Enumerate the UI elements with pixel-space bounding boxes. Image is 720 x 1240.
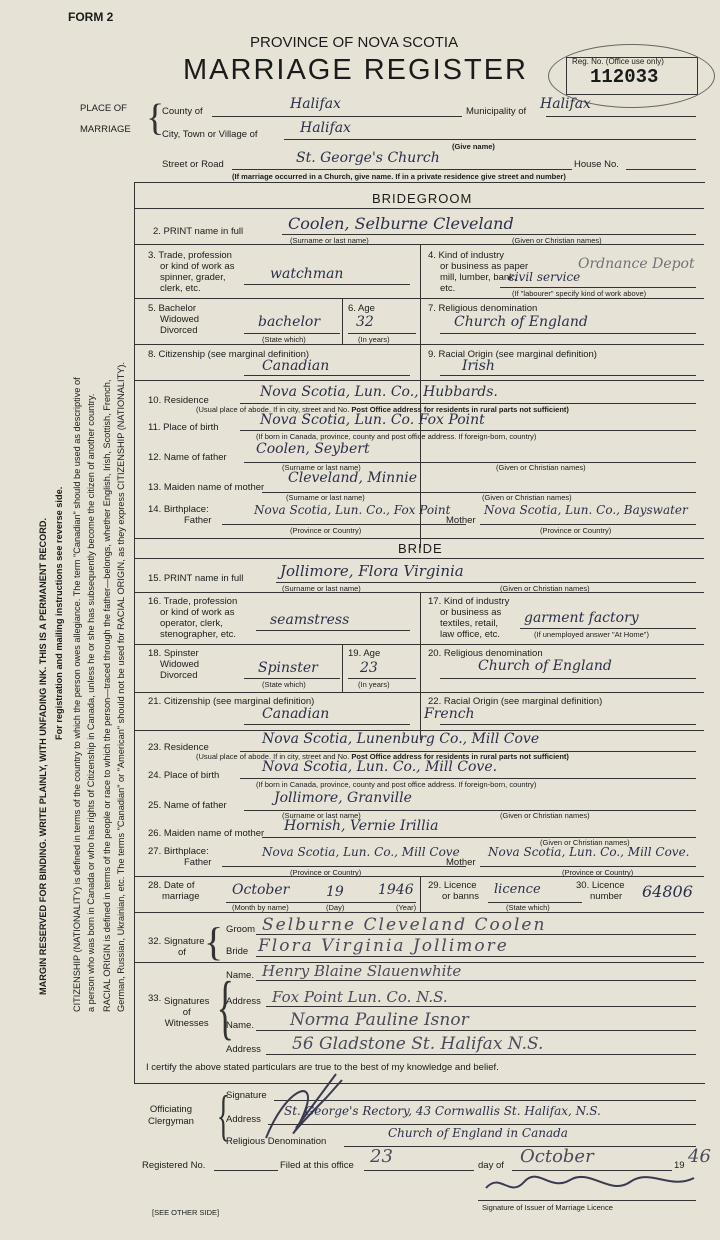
- groom-racial-label: 9. Racial Origin (see marginal definition): [428, 349, 597, 360]
- form-number: FORM 2: [68, 10, 114, 24]
- bride-age: 23: [360, 660, 378, 676]
- province-heading: PROVINCE OF NOVA SCOTIA: [250, 34, 459, 51]
- bride-racial: French: [424, 706, 475, 722]
- day-hint: (Day): [326, 903, 345, 912]
- citizenship-def-2: a person who was born in Canada or who has rights of Citizenship in Canada, unless he or she has subsequently become the citizen of another country.: [86, 393, 96, 1012]
- groom-religion-label: 7. Religious denomination: [428, 303, 538, 314]
- bride-trade-label: 16. Trade, profession or kind of work as operator, clerk, stenographer, etc.: [148, 596, 238, 640]
- groom-religion: Church of England: [454, 314, 588, 330]
- given-hint: (Given or Christian names): [512, 236, 602, 245]
- marriage-year: 1946: [378, 882, 414, 898]
- licence-label: 29. Licence or banns: [428, 880, 479, 902]
- municipality-label: Municipality of: [466, 106, 527, 117]
- groom-name: Coolen, Selburne Cleveland: [288, 214, 514, 233]
- clergy-addr-label: Address: [226, 1114, 261, 1125]
- day-of-label: day of: [478, 1160, 504, 1171]
- place-label: PLACE OF: [80, 103, 127, 114]
- bride-status: Spinster: [258, 660, 318, 676]
- clergy-address: St. George's Rectory, 43 Cornwallis St. Halifax, N.S.: [284, 1104, 601, 1118]
- racial-def-1: RACIAL ORIGIN is defined in terms of the people or race to which the person—traced through the father—belongs, whether English, Irish, Scottish, French,: [102, 379, 112, 1012]
- groom-age: 32: [356, 314, 374, 330]
- groom-citizenship-label: 8. Citizenship (see marginal definition): [148, 349, 310, 360]
- bride-trade: seamstress: [270, 612, 350, 628]
- bride-industry-label: 17. Kind of industry or business as textiles, retail, law office, etc.: [428, 596, 510, 640]
- bride-father-given-hint: (Given or Christian names): [500, 811, 590, 820]
- groom-mother: Cleveland, Minnie: [288, 470, 417, 486]
- bride-prov-hint-1: (Province or Country): [290, 868, 362, 877]
- margin-instructions: For registration and mailing instructions see reverse side.: [54, 486, 64, 740]
- bride-religion: Church of England: [478, 658, 612, 674]
- groom-industry: civil service: [508, 270, 581, 284]
- reg-number-label: Reg. No. (Office use only): [572, 57, 664, 66]
- groom-bp-father-label: Father: [184, 515, 212, 526]
- groom-bp-mother: Nova Scotia, Lun. Co., Bayswater: [484, 503, 688, 517]
- groom-industry-overwrite: Ordnance Depot: [578, 256, 695, 272]
- prov-hint-1: (Province or Country): [290, 526, 362, 535]
- marriage-label: MARRIAGE: [80, 124, 131, 135]
- surname-hint: (Surname or last name): [290, 236, 369, 245]
- mother-surname-hint: (Surname or last name): [286, 493, 365, 502]
- street-label: Street or Road: [162, 159, 224, 170]
- registered-no-label: Registered No.: [142, 1160, 206, 1171]
- bride-name: Jollimore, Flora Virginia: [280, 562, 464, 580]
- groom-trade: watchman: [270, 266, 344, 282]
- prov-hint-2: (Province or Country): [540, 526, 612, 535]
- issuer-signature: [480, 1168, 700, 1202]
- licence-type: licence: [494, 882, 541, 897]
- witness-number: 33.: [148, 993, 162, 1004]
- witness2-address: 56 Gladstone St. Halifax N.S.: [292, 1034, 544, 1054]
- year-prefix: 19: [674, 1160, 685, 1171]
- bride-sig-label: Bride: [226, 946, 249, 957]
- marriage-month: October: [232, 882, 290, 898]
- bride-mother-label: 26. Maiden name of mother: [148, 828, 265, 839]
- bride-industry: garment factory: [524, 610, 639, 626]
- groom-bp-father: Nova Scotia, Lun. Co., Fox Point: [254, 503, 451, 517]
- county-label: County of: [162, 106, 203, 117]
- bride-bp-label: 27. Birthplace:: [148, 846, 209, 857]
- filed-year: 46: [688, 1146, 711, 1167]
- groom-trade-label: 3. Trade, profession or kind of work as spinner, grader, clerk, etc.: [148, 250, 235, 294]
- witness-label: Signatures of Witnesses: [164, 996, 210, 1029]
- bride-citizenship-label: 21. Citizenship (see marginal definition): [148, 696, 315, 707]
- groom-signature: Selburne Cleveland Coolen: [262, 915, 547, 935]
- bride-signature: Flora Virginia Jollimore: [258, 936, 509, 956]
- bride-in-years: (In years): [358, 680, 390, 689]
- witness2-name: Norma Pauline Isnor: [290, 1010, 469, 1030]
- groom-residence: Nova Scotia, Lun. Co., Hubbards.: [260, 384, 498, 400]
- filed-month: October: [520, 1146, 594, 1167]
- bride-heading: BRIDE: [398, 541, 443, 556]
- bride-residence-hint: (Usual place of abode. If in city, street and No. Post Office address for residents in rural parts not sufficient): [196, 752, 569, 761]
- house-label: House No.: [574, 159, 619, 170]
- groom-age-label: 6. Age: [348, 303, 375, 314]
- sig-brace: {: [204, 919, 224, 964]
- filed-label: Filed at this office: [280, 1160, 354, 1171]
- mother-given-hint: (Given or Christian names): [482, 493, 572, 502]
- groom-name-label: 2. PRINT name in full: [153, 226, 244, 237]
- municipality-value: Halifax: [540, 96, 591, 112]
- witness1-name: Henry Blaine Slauenwhite: [262, 962, 462, 980]
- bride-bp-mother: Nova Scotia, Lun. Co., Mill Cove.: [488, 845, 690, 859]
- certify-text: I certify the above stated particulars are true to the best of my knowledge and belief.: [146, 1062, 499, 1073]
- groom-status: bachelor: [258, 314, 321, 330]
- denomination-label: Religious Denomination: [226, 1136, 327, 1147]
- reg-number: 112033: [590, 66, 659, 88]
- bride-name-label: 15. PRINT name in full: [148, 573, 244, 584]
- witness-brace: {: [216, 967, 234, 1047]
- bride-racial-label: 22. Racial Origin (see marginal definition): [428, 696, 603, 707]
- page-title: MARRIAGE REGISTER: [183, 54, 528, 86]
- month-hint: (Month by name): [232, 903, 289, 912]
- residence-hint: (Usual place of abode. If in city, street and No. Post Office address for residents in rural parts not sufficient): [196, 405, 569, 414]
- licence-number: 64806: [642, 882, 693, 901]
- citizenship-def-1: CITIZENSHIP (NATIONALITY) is defined in terms of the country to which the person owes allegiance. The term "Canadian" should be used as descriptive of: [72, 377, 82, 1012]
- witness1-address: Fox Point Lun. Co. N.S.: [272, 988, 448, 1006]
- city-label: City, Town or Village of: [162, 129, 258, 140]
- groom-residence-label: 10. Residence: [148, 395, 209, 406]
- bride-birth-hint: (If born in Canada, province, county and post office address. If foreign-born, country): [256, 780, 537, 789]
- home-hint: (If unemployed answer "At Home"): [534, 630, 649, 639]
- give-name-hint: (Give name): [452, 142, 495, 151]
- issuer-label: Signature of Issuer of Marriage Licence: [482, 1203, 613, 1212]
- brace: {: [146, 97, 165, 139]
- bride-mother: Hornish, Vernie Irillia: [284, 818, 439, 834]
- bride-birth-label: 24. Place of birth: [148, 770, 220, 781]
- birth-hint: (If born in Canada, province, county and post office address. If foreign-born, country): [256, 432, 537, 441]
- groom-racial: Irish: [462, 358, 495, 374]
- bride-citizenship: Canadian: [262, 706, 330, 722]
- groom-birth: Nova Scotia, Lun. Co. Fox Point: [260, 412, 485, 428]
- groom-sig-label: Groom: [226, 924, 256, 935]
- bride-mother-given-hint: (Given or Christian names): [540, 838, 630, 847]
- bride-status-label: 18. Spinster Widowed Divorced: [148, 648, 200, 681]
- bride-bp-mother-label: Mother: [446, 857, 476, 868]
- groom-father: Coolen, Seybert: [256, 441, 370, 457]
- racial-def-2: German, Russian, Ukrainian, etc. The terms "Canadian" or "American" should not be used for RACIAL ORIGIN, as they express CITIZENSHIP (NATIONALITY).: [116, 362, 126, 1012]
- street-value: St. George's Church: [296, 150, 440, 166]
- groom-mother-label: 13. Maiden name of mother: [148, 482, 265, 493]
- bride-given-hint: (Given or Christian names): [500, 584, 590, 593]
- groom-father-label: 12. Name of father: [148, 452, 227, 463]
- bride-surname-hint: (Surname or last name): [282, 584, 361, 593]
- filed-day: 23: [370, 1146, 393, 1167]
- groom-industry-label: 4. Kind of industry or business as paper mill, lumber, bank, etc.: [428, 250, 529, 294]
- bride-bp-father-label: Father: [184, 857, 212, 868]
- clergy-denomination: Church of England in Canada: [388, 1126, 568, 1140]
- bride-father: Jollimore, Granville: [274, 790, 412, 806]
- margin-reserved: MARGIN RESERVED FOR BINDING. WRITE PLAINLY, WITH UNFADING INK. THIS IS A PERMANENT RECORD.: [38, 517, 48, 995]
- bride-state-which: (State which): [262, 680, 306, 689]
- bride-residence: Nova Scotia, Lunenburg Co., Mill Cove: [262, 731, 540, 747]
- state-which-hint: (State which): [262, 335, 306, 344]
- county-value: Halifax: [290, 96, 341, 112]
- w1-address-label: Address: [226, 996, 261, 1007]
- w1-name-label: Name.: [226, 970, 254, 981]
- w2-name-label: Name.: [226, 1020, 254, 1031]
- signature-label: 32. Signature of: [148, 936, 205, 958]
- place-note: (If marriage occurred in a Church, give name. If in a private residence give street and number): [232, 172, 566, 181]
- groom-citizenship: Canadian: [262, 358, 330, 374]
- marriage-day: 19: [326, 884, 344, 900]
- clergy-sig-label: Signature: [226, 1090, 267, 1101]
- bride-birth: Nova Scotia, Lun. Co., Mill Cove.: [262, 759, 498, 775]
- father-given-hint: (Given or Christian names): [496, 463, 586, 472]
- city-value: Halifax: [300, 120, 351, 136]
- bride-prov-hint-2: (Province or Country): [562, 868, 634, 877]
- see-other-side: [SEE OTHER SIDE]: [152, 1208, 220, 1217]
- licence-no-label: 30. Licence number: [576, 880, 625, 902]
- father-surname-hint: (Surname or last name): [282, 463, 361, 472]
- date-label: 28. Date of marriage: [148, 880, 200, 902]
- bride-religion-label: 20. Religious denomination: [428, 648, 543, 659]
- bride-father-surname-hint: (Surname or last name): [282, 811, 361, 820]
- clergy-label: Officiating Clergyman: [148, 1104, 194, 1127]
- bridegroom-heading: BRIDEGROOM: [372, 191, 473, 206]
- licence-state-which: (State which): [506, 903, 550, 912]
- groom-birth-label: 11. Place of birth: [148, 422, 219, 433]
- groom-bp-mother-label: Mother: [446, 515, 476, 526]
- bride-residence-label: 23. Residence: [148, 742, 209, 753]
- bride-bp-father: Nova Scotia, Lun. Co., Mill Cove: [262, 845, 460, 859]
- in-years-hint: (In years): [358, 335, 390, 344]
- w2-address-label: Address: [226, 1044, 261, 1055]
- labourer-hint: (If "labourer" specify kind of work above): [512, 289, 647, 298]
- clergy-brace: {: [216, 1085, 231, 1147]
- year-hint: (Year): [396, 903, 417, 912]
- groom-status-label: 5. Bachelor Widowed Divorced: [148, 303, 200, 336]
- bride-age-label: 19. Age: [348, 648, 381, 659]
- bride-father-label: 25. Name of father: [148, 800, 227, 811]
- groom-bp-label: 14. Birthplace:: [148, 504, 209, 515]
